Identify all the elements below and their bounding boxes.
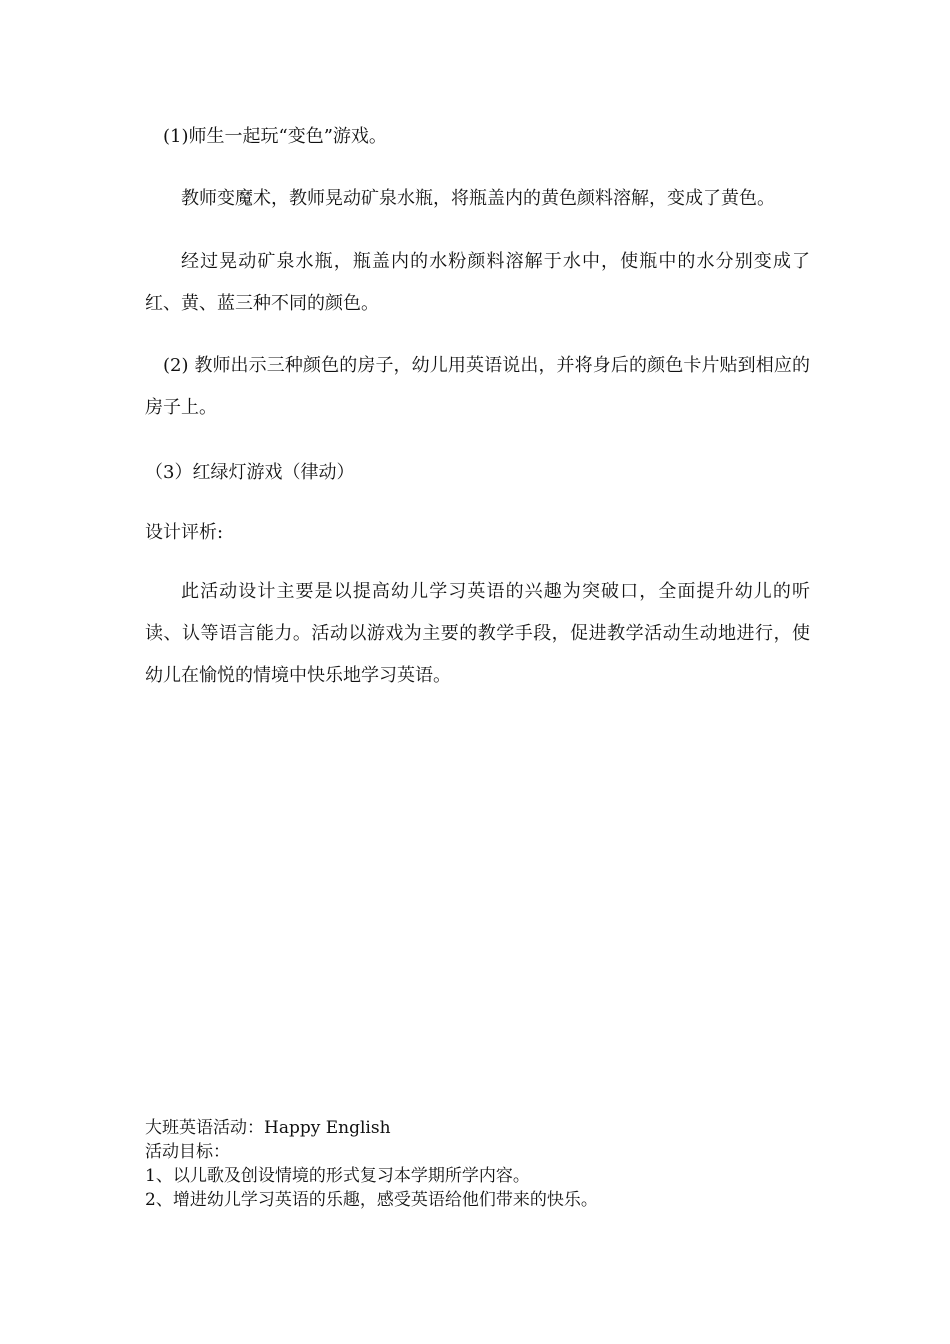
review-paragraph: 此活动设计主要是以提高幼儿学习英语的兴趣为突破口，全面提升幼儿的听读、认等语言能力。活动以游戏为主要的教学手段，促进教学活动生动地进行，使幼儿在愉悦的情境中快乐地学习英语。: [145, 581, 810, 686]
activity-title: 大班英语活动：Happy English: [145, 1118, 391, 1138]
goals-label: 活动目标：: [145, 1142, 230, 1162]
activity-item-1: (1)师生一起玩“变色”游戏。: [163, 126, 387, 147]
goal-item-1: 1、以儿歌及创设情境的形式复习本学期所学内容。: [145, 1166, 530, 1186]
paragraph-magic-trick: 教师变魔术，教师晃动矿泉水瓶，将瓶盖内的黄色颜料溶解，变成了黄色。: [181, 188, 775, 209]
activity-item-3: （3）红绿灯游戏（律动）: [145, 462, 355, 483]
activity-item-2: (2) 教师出示三种颜色的房子，幼儿用英语说出，并将身后的颜色卡片贴到相应的房子上。: [145, 355, 810, 418]
goal-item-2: 2、增进幼儿学习英语的乐趣，感受英语给他们带来的快乐。: [145, 1190, 598, 1210]
paragraph-color-change: 经过晃动矿泉水瓶，瓶盖内的水粉颜料溶解于水中，使瓶中的水分别变成了红、黄、蓝三种不同的颜色。: [145, 251, 810, 314]
review-title: 设计评析:: [145, 522, 224, 543]
